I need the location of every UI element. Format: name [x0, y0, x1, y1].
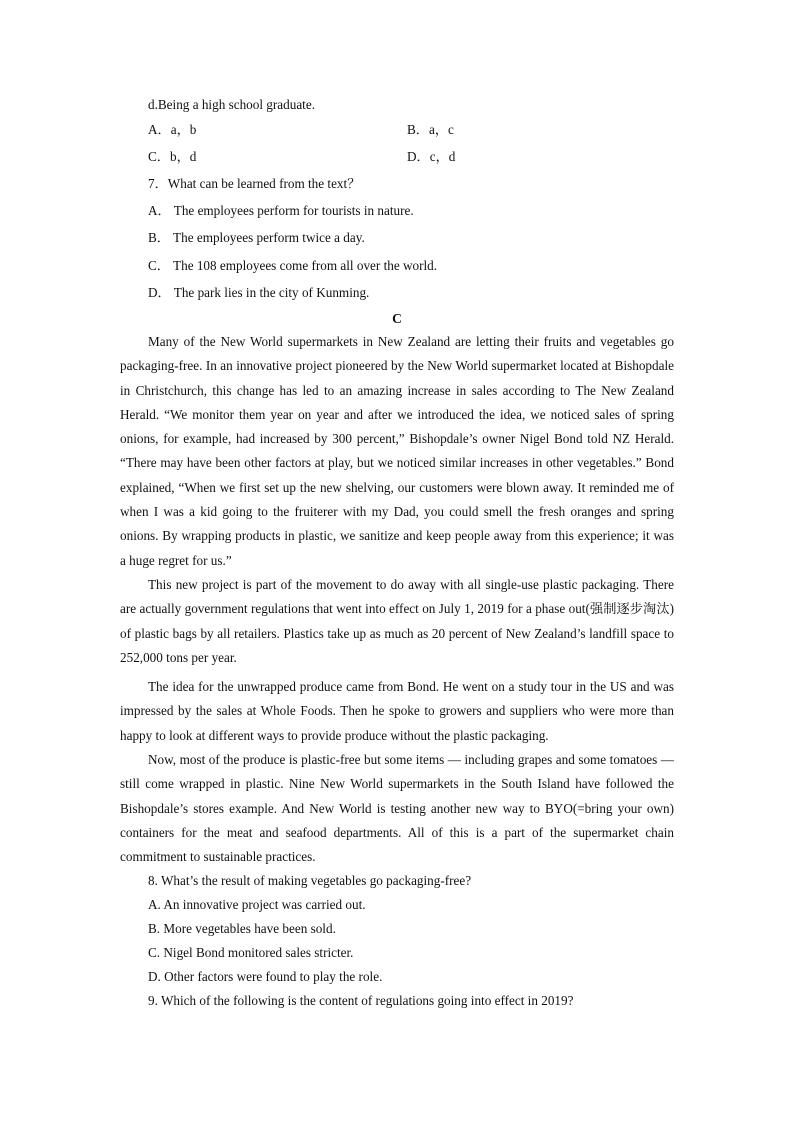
q7-question: 7．What can be learned from the text？: [148, 176, 361, 191]
q8-option-a: A. An innovative project was carried out.: [148, 897, 366, 912]
passage-paragraph-3: [120, 675, 674, 748]
q7-option-b: B． The employees perform twice a day.: [148, 230, 365, 245]
q8-option-c: C. Nigel Bond monitored sales stricter.: [148, 945, 354, 960]
q6-choice-c: C．b，d: [148, 149, 197, 164]
q9-question: 9. Which of the following is the content of regulations going into effect in 2019?: [148, 993, 574, 1008]
passage-paragraph-2-text: This new project is part of the movement to do away with all single-use plastic packaging. There are actually government regulations that went into effect on July 1, 2019 for a phase out(强制逐步淘汰) of plastic bags by all retailers. Plastics take up as much as 20 percent of New Zealand’s landfill space to 252,000 tons per year.: [120, 577, 674, 665]
q8-option-b: B. More vegetables have been sold.: [148, 921, 336, 936]
passage-paragraph-1-text: Many of the New World supermarkets in New Zealand are letting their fruits and vegetables go packaging-free. In an innovative project pioneered by the New World supermarket located at Bishopdale in Christchurch, this change has led to an amazing increase in sales according to The New Zealand Herald. “We monitor them year on year and after we introduced the idea, we noticed sales of spring onions, for example, had increased by 300 percent,” Bishopdale’s owner Nigel Bond told NZ Herald. “There may have been other factors at play, but we noticed similar increases in other vegetables.” Bond explained, “When we first set up the new shelving, our customers were blown away. It reminded me of when I was a kid going to the fruiterer with my Dad, you could smell the fresh oranges and spring onions. By wrapping products in plastic, we sanitize and keep people away from this experience; it was a huge regret for us.”: [120, 334, 674, 568]
q7-option-a: A． The employees perform for tourists in nature.: [148, 203, 414, 218]
q6-choice-a: A．a，b: [148, 122, 197, 137]
passage-heading: C: [392, 311, 402, 326]
q6-choice-b: B．a，c: [407, 122, 454, 137]
passage-paragraph-2: [120, 573, 674, 670]
passage-paragraph-1: [120, 330, 674, 573]
passage-paragraph-4: [120, 748, 674, 869]
q7-option-c: C． The 108 employees come from all over the world.: [148, 258, 438, 273]
q8-option-d: D. Other factors were found to play the role.: [148, 969, 383, 984]
q6-option-d-text: d.Being a high school graduate.: [148, 97, 316, 112]
q7-option-d: D． The park lies in the city of Kunming.: [148, 285, 370, 300]
passage-paragraph-3-text: The idea for the unwrapped produce came from Bond. He went on a study tour in the US and was impressed by the sales at Whole Foods. Then he spoke to growers and suppliers who were more than happy to look at different ways to provide produce without the plastic packaging.: [120, 679, 674, 743]
q8-question: 8. What’s the result of making vegetables go packaging-free?: [148, 873, 472, 888]
passage-paragraph-4-text: Now, most of the produce is plastic-free but some items — including grapes and some tomatoes — still come wrapped in plastic. Nine New World supermarkets in the South Island have followed the Bishopdale’s stores example. And New World is testing another new way to BYO(=bring your own) containers for the meat and seafood departments. All of this is a part of the supermarket chain commitment to sustainable practices.: [120, 752, 674, 865]
q6-choice-d: D．c，d: [407, 149, 456, 164]
